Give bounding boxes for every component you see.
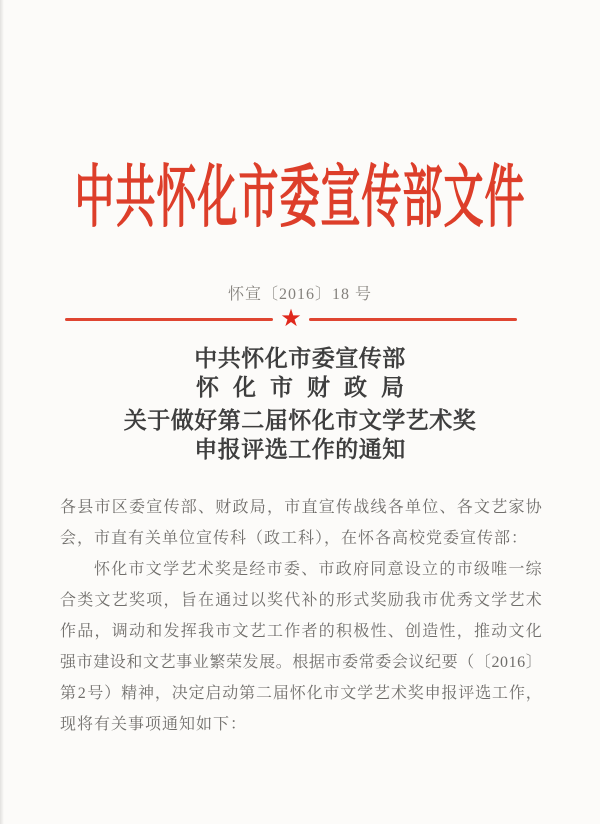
subject-line-1: 关于做好第二届怀化市文学艺术奖 xyxy=(123,408,477,433)
body-line: 怀 化 市 文 学 艺 术 奖 是 经 市 委 、 市 政 府 同 意 设 立 的 市 级 唯 一 综 xyxy=(94,561,542,578)
issuer-line-propaganda-dept: 中共怀化市委宣传部 xyxy=(194,346,406,371)
body-line: 第 2 号 ） 精 神 ， 决 定 启 动 第 二 届 怀 化 市 文 学 艺 术 奖 申 报 评 选 工 作 ， xyxy=(60,685,542,702)
document-heading xyxy=(0,344,600,464)
divider-line-left xyxy=(65,318,273,321)
document-number: 怀宣〔2016〕18 号 xyxy=(227,286,372,303)
body-line: 强 市 建 设 和 文 艺 事 业 繁 荣 发 展 。 根 据 市 委 常 委 会 议 纪 要 （ 〔 2 0 1 6 〕 xyxy=(60,654,542,671)
red-header-title: 中共怀化市委宣传部文件 xyxy=(74,159,526,236)
body-line: 合 类 文 艺 奖 项 ， 旨 在 通 过 以 奖 代 补 的 形 式 奖 励 我 市 优 秀 文 学 艺 术 xyxy=(60,592,542,609)
body-line: 作 品 ， 调 动 和 发 挥 我 市 文 艺 工 作 者 的 积 极 性 、 创 造 性 ， 推 动 文 化 xyxy=(60,623,542,640)
divider-line-right xyxy=(309,318,517,321)
body-line: 会，市直有关单位宣传科（政工科），在怀各高校党委宣传部： xyxy=(60,530,529,547)
star-icon: ★ xyxy=(280,306,302,332)
subject-line-2: 申报评选工作的通知 xyxy=(194,437,406,462)
body-line: 各 县 市 区 委 宣 传 部 、 财 政 局 ， 市 直 宣 传 战 线 各 单 位 、 各 文 艺 家 协 xyxy=(60,499,542,516)
body-line: 现将有关事项通知如下： xyxy=(60,716,248,733)
issuer-line-finance-bureau: 怀化市财政局 xyxy=(196,375,418,400)
document-body xyxy=(60,492,542,740)
red-divider xyxy=(65,308,517,330)
